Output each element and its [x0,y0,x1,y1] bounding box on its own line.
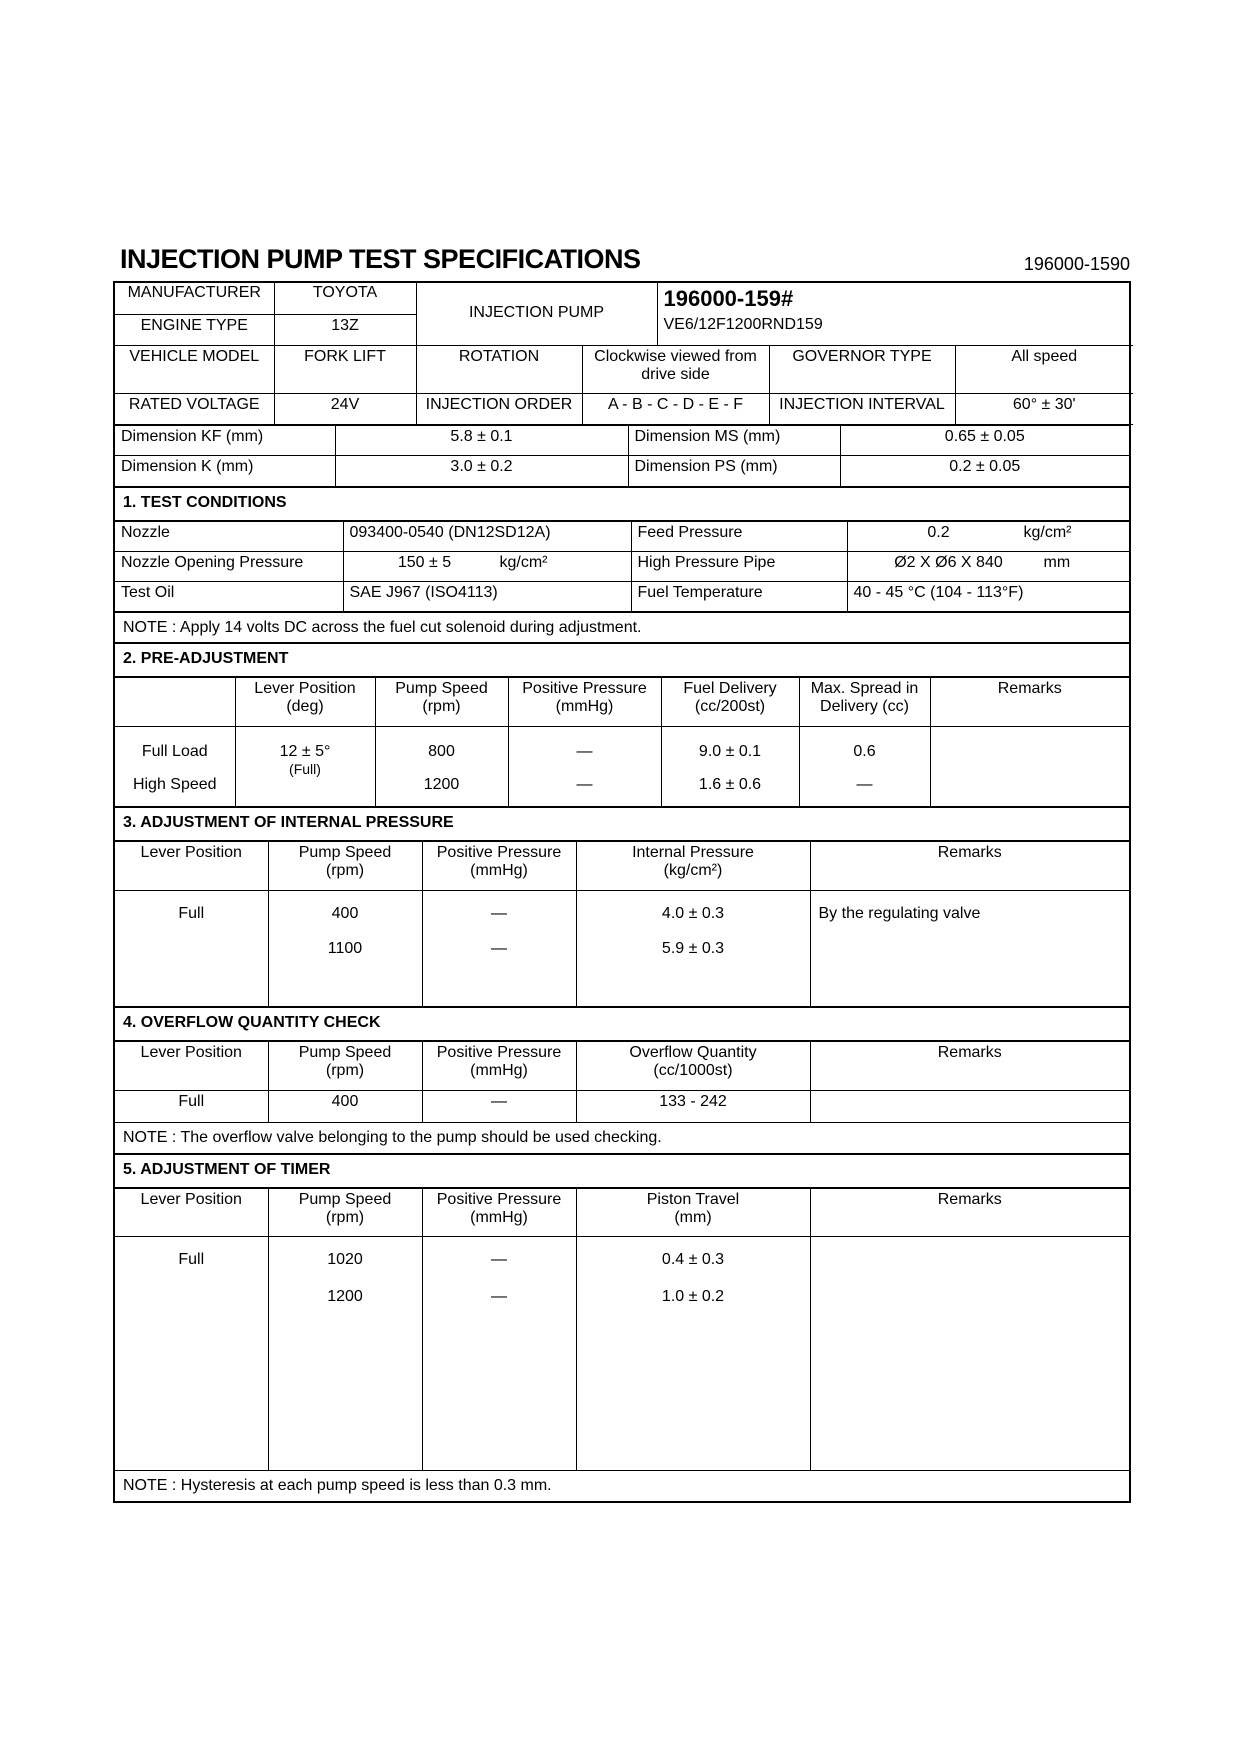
hpp-label: High Pressure Pipe [631,552,847,582]
header-section [115,282,1129,488]
injection-order-value: A - B - C - D - E - F [582,394,769,425]
ip-speed-2: 1100 [327,939,363,957]
fuel-temp-label: Fuel Temperature [631,582,847,612]
nozzle-label: Nozzle [115,522,343,552]
ip-pos-1: — [491,904,507,922]
tm-remarks-header: Remarks [810,1189,1129,1237]
dim-kf-value: 5.8 ± 0.1 [335,426,628,456]
ip-remarks-header: Remarks [810,842,1129,890]
pre-row2-pos: — [576,775,593,793]
ov-qty: 133 - 242 [576,1090,810,1122]
tm-pos-1: — [491,1251,507,1268]
rated-voltage-label: RATED VOLTAGE [115,394,274,425]
pre-speed-header: Pump Speed [395,680,488,697]
tm-pos-2: — [491,1288,507,1305]
internal-pressure-section [115,808,1129,1008]
test-conditions-note: NOTE : Apply 14 volts DC across the fuel cut solenoid during adjustment. [115,612,1129,642]
nop-unit: kg/cm² [499,554,548,571]
test-conditions-heading: 1. TEST CONDITIONS [115,488,1129,522]
ip-int-header: Internal Pressure [632,844,754,861]
nop-value: 150 ± 5 [397,554,452,571]
nozzle-value: 093400-0540 (DN12SD12A) [343,522,631,552]
pre-spread-unit: Delivery (cc) [820,698,909,715]
page-title: INJECTION PUMP TEST SPECIFICATIONS [120,244,641,274]
pre-row1-fuel: 9.0 ± 0.1 [698,742,762,760]
ip-int-1: 4.0 ± 0.3 [661,904,725,922]
ip-pos-header: Positive Pressure [436,844,562,861]
ip-pos-2: — [491,939,507,957]
governor-type-label: GOVERNOR TYPE [769,346,955,394]
ip-speed-1: 400 [331,904,359,922]
pre-row2-fuel: 1.6 ± 0.6 [698,775,762,793]
pre-row1-speed: 800 [428,742,455,760]
spec-sheet [113,281,1131,1503]
hpp-unit: mm [1043,554,1071,571]
pre-row2-name: High Speed [132,775,217,793]
governor-type-value: All speed [955,346,1133,394]
tm-pos-unit: (mmHg) [470,1208,528,1226]
pre-row2-spread: — [856,775,873,793]
ip-int-unit: (kg/cm²) [663,862,723,879]
engine-type-value: 13Z [274,314,416,345]
ip-lever: Full [115,890,268,1006]
overflow-section [115,1008,1129,1155]
tm-speed-unit: (rpm) [325,1208,365,1226]
vehicle-model-value: FORK LIFT [274,346,416,394]
dim-k-label: Dimension K (mm) [115,456,335,486]
timer-note: NOTE : Hysteresis at each pump speed is less than 0.3 mm. [123,1477,552,1494]
hpp-value: Ø2 X Ø6 X 840 [894,554,1003,571]
injection-interval-label: INJECTION INTERVAL [769,394,955,425]
test-conditions-section [115,488,1129,645]
dim-ps-value: 0.2 ± 0.05 [840,456,1129,486]
ov-pos-header: Positive Pressure [436,1044,562,1061]
pre-spread-header: Max. Spread in [810,680,919,697]
tm-piston-1: 0.4 ± 0.3 [661,1251,725,1268]
rotation-label: ROTATION [416,346,582,394]
ov-speed-unit: (rpm) [325,1062,365,1079]
ip-lever-header: Lever Position [115,842,268,890]
pre-fuel-unit: (cc/200st) [694,698,766,715]
pre-remarks-header: Remarks [930,678,1129,726]
ip-speed-header: Pump Speed [298,844,392,861]
rated-voltage-value: 24V [274,394,416,425]
ov-lever: Full [115,1090,268,1122]
ov-speed: 400 [268,1090,422,1122]
tm-lever: Full [115,1237,268,1471]
internal-pressure-heading: 3. ADJUSTMENT OF INTERNAL PRESSURE [115,808,1129,842]
feed-pressure-label: Feed Pressure [631,522,847,552]
tm-speed-1: 1020 [327,1251,363,1268]
pre-pos-header: Positive Pressure [522,680,647,697]
pre-remarks-cell [930,726,1129,806]
tm-speed-header: Pump Speed [298,1190,392,1208]
document-number: 196000-1590 [1023,254,1130,274]
pre-row1-spread: 0.6 [853,742,876,760]
pre-row2-speed: 1200 [423,775,460,793]
ov-remarks-header: Remarks [810,1042,1129,1090]
pre-adjustment-section [115,644,1129,808]
engine-type-label: ENGINE TYPE [115,314,274,345]
timer-heading: 5. ADJUSTMENT OF TIMER [115,1155,1129,1189]
tm-speed-2: 1200 [327,1288,363,1305]
test-oil-label: Test Oil [115,582,343,612]
manufacturer-value: TOYOTA [274,282,416,314]
overflow-note: NOTE : The overflow valve belonging to the pump should be used checking. [123,1128,662,1146]
rotation-value: Clockwise viewed from drive side [582,346,769,394]
manufacturer-label: MANUFACTURER [115,282,274,314]
ip-remarks: By the regulating valve [810,890,1129,1006]
injection-pump-label: INJECTION PUMP [416,282,657,345]
injection-order-label: INJECTION ORDER [416,394,582,425]
ov-remarks [810,1090,1129,1122]
fuel-temp-value: 40 - 45 °C (104 - 113°F) [847,582,1129,612]
vehicle-model-label: VEHICLE MODEL [115,346,274,394]
ov-qty-unit: (cc/1000st) [653,1062,733,1079]
feed-pressure-unit: kg/cm² [1023,523,1072,541]
pre-pos-unit: (mmHg) [555,698,614,715]
pump-number: 196000-159# [657,282,1133,314]
pre-row1-name: Full Load [141,742,208,760]
tm-pos-header: Positive Pressure [436,1190,562,1208]
ip-int-2: 5.9 ± 0.3 [661,939,725,957]
tm-piston-2: 1.0 ± 0.2 [661,1288,725,1305]
pre-row1-lever: 12 ± 5° [279,742,331,760]
overflow-heading: 4. OVERFLOW QUANTITY CHECK [115,1008,1129,1042]
pre-speed-unit: (rpm) [422,698,461,715]
dim-kf-label: Dimension KF (mm) [115,426,335,456]
dim-ps-label: Dimension PS (mm) [628,456,840,486]
tm-lever-header: Lever Position [115,1189,268,1237]
dim-k-value: 3.0 ± 0.2 [335,456,628,486]
tm-remarks [810,1237,1129,1471]
ov-lever-header: Lever Position [115,1042,268,1090]
tm-piston-header: Piston Travel [646,1190,740,1208]
ip-pos-unit: (mmHg) [470,862,528,879]
test-oil-value: SAE J967 (ISO4113) [343,582,631,612]
pre-fuel-header: Fuel Delivery [683,680,777,697]
injection-interval-value: 60° ± 30' [955,394,1133,425]
pump-code: VE6/12F1200RND159 [657,314,1133,345]
nop-label: Nozzle Opening Pressure [115,552,343,582]
ov-qty-header: Overflow Quantity [629,1044,757,1061]
pre-row1-lever-sub: (Full) [289,760,321,777]
pre-lever-header: Lever Position [254,680,356,697]
ip-speed-unit: (rpm) [325,862,365,879]
ov-pos: — [422,1090,576,1122]
timer-section [115,1155,1129,1502]
ov-pos-unit: (mmHg) [470,1062,528,1079]
dim-ms-value: 0.65 ± 0.05 [840,426,1129,456]
dim-ms-label: Dimension MS (mm) [628,426,840,456]
feed-pressure-value: 0.2 [927,523,950,541]
pre-adjustment-heading: 2. PRE-ADJUSTMENT [115,644,1129,678]
pre-lever-unit: (deg) [286,698,324,715]
ov-speed-header: Pump Speed [298,1044,392,1061]
pre-row1-pos: — [576,742,593,760]
tm-piston-unit: (mm) [674,1208,712,1226]
